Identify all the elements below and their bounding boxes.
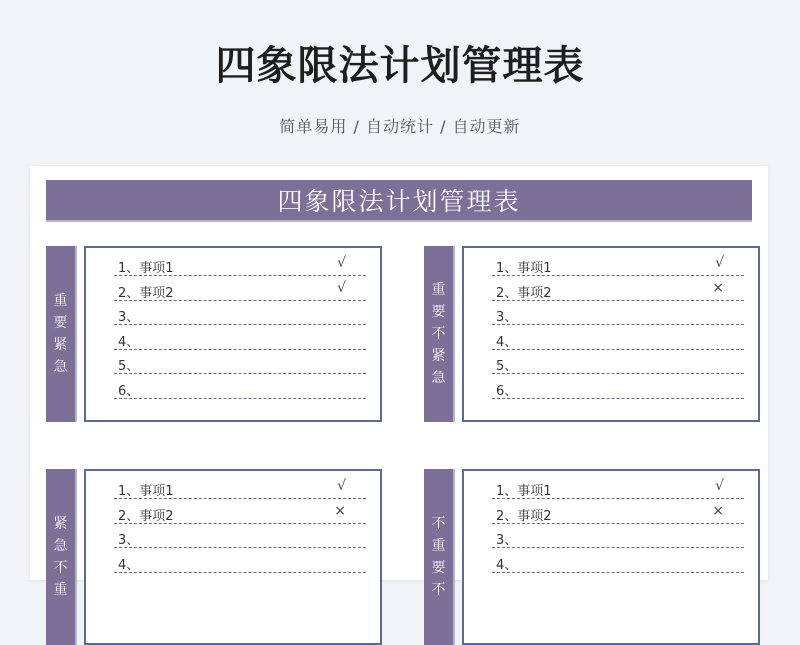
task-row[interactable] — [492, 350, 744, 374]
quadrant-label-char: 紧 — [431, 348, 446, 364]
task-text: 1、事项1 — [496, 484, 552, 499]
task-row[interactable] — [114, 475, 366, 499]
quadrant-label-char: 急 — [53, 538, 68, 554]
task-text: 4、 — [496, 557, 518, 573]
sheet-banner: 四象限法计划管理表 — [46, 180, 752, 222]
quadrant-label-char: 重 — [431, 538, 446, 554]
task-text: 6、 — [118, 383, 140, 399]
task-text: 3、 — [118, 533, 140, 548]
task-text: 3、 — [496, 310, 518, 325]
quadrant-label — [46, 246, 77, 422]
task-text: 5、 — [496, 359, 518, 374]
task-row[interactable] — [114, 549, 366, 573]
task-row[interactable] — [114, 301, 366, 325]
task-text: 2、事项2 — [118, 285, 174, 301]
task-text: 2、事项2 — [496, 508, 552, 524]
task-row[interactable] — [492, 252, 744, 276]
task-text: 1、事项1 — [118, 484, 174, 499]
quadrant-label-char: 重 — [431, 282, 446, 298]
check-mark-icon[interactable]: √ — [715, 255, 724, 271]
task-row[interactable] — [114, 524, 366, 548]
task-text: 6、 — [496, 383, 518, 399]
quadrant-label-char: 要 — [431, 304, 446, 320]
task-text: 3、 — [118, 310, 140, 325]
task-list-box — [84, 246, 382, 422]
task-text: 2、事项2 — [496, 285, 552, 301]
page-title: 四象限法计划管理表 — [215, 43, 585, 89]
check-mark-icon[interactable]: √ — [715, 478, 724, 494]
cross-mark-icon[interactable]: × — [712, 279, 724, 296]
task-row[interactable] — [492, 375, 744, 399]
spreadsheet-sheet — [30, 166, 768, 598]
task-row[interactable] — [114, 350, 366, 374]
check-mark-icon[interactable]: √ — [337, 279, 346, 296]
task-row[interactable] — [492, 326, 744, 350]
task-text: 5、 — [118, 359, 140, 374]
quadrant-label-char: 重 — [53, 293, 68, 309]
task-row[interactable] — [492, 277, 744, 301]
quadrant-label-char: 紧 — [53, 516, 68, 532]
quadrant-label-char: 要 — [53, 315, 68, 331]
quadrant-label — [424, 246, 455, 422]
quadrant-label-char: 不 — [431, 326, 446, 342]
task-list-box — [462, 469, 760, 645]
cross-mark-icon[interactable]: × — [334, 502, 346, 519]
cross-mark-icon[interactable]: × — [712, 502, 724, 519]
quadrant-label-char: 不 — [53, 560, 68, 576]
task-row[interactable] — [492, 475, 744, 499]
task-text: 3、 — [496, 533, 518, 548]
page-subtitle: 简单易用 / 自动统计 / 自动更新 — [279, 117, 521, 136]
task-row[interactable] — [114, 326, 366, 350]
check-mark-icon[interactable]: √ — [337, 255, 346, 271]
quadrant-label-char: 不 — [431, 582, 446, 598]
task-row[interactable] — [114, 500, 366, 524]
task-row[interactable] — [492, 524, 744, 548]
quadrant-label-char: 不 — [431, 516, 446, 532]
task-row[interactable] — [114, 375, 366, 399]
quadrant-label-char: 要 — [431, 560, 446, 576]
quadrant-label-char: 重 — [53, 582, 68, 598]
quadrant-label-char: 急 — [431, 370, 446, 386]
task-row[interactable] — [492, 301, 744, 325]
task-text: 1、事项1 — [118, 261, 174, 276]
quadrant-label-char: 紧 — [53, 337, 68, 353]
quadrant-label-char: 急 — [53, 359, 68, 375]
check-mark-icon[interactable]: √ — [337, 478, 346, 494]
task-text: 2、事项2 — [118, 508, 174, 524]
task-text: 4、 — [496, 334, 518, 350]
task-text: 1、事项1 — [496, 261, 552, 276]
task-text: 4、 — [118, 557, 140, 573]
quadrant-label — [424, 469, 455, 645]
task-row[interactable] — [114, 277, 366, 301]
task-row[interactable] — [114, 252, 366, 276]
task-list-box — [462, 246, 760, 422]
task-row[interactable] — [492, 549, 744, 573]
task-row[interactable] — [492, 500, 744, 524]
task-text: 4、 — [118, 334, 140, 350]
quadrant-label — [46, 469, 77, 645]
task-list-box — [84, 469, 382, 645]
